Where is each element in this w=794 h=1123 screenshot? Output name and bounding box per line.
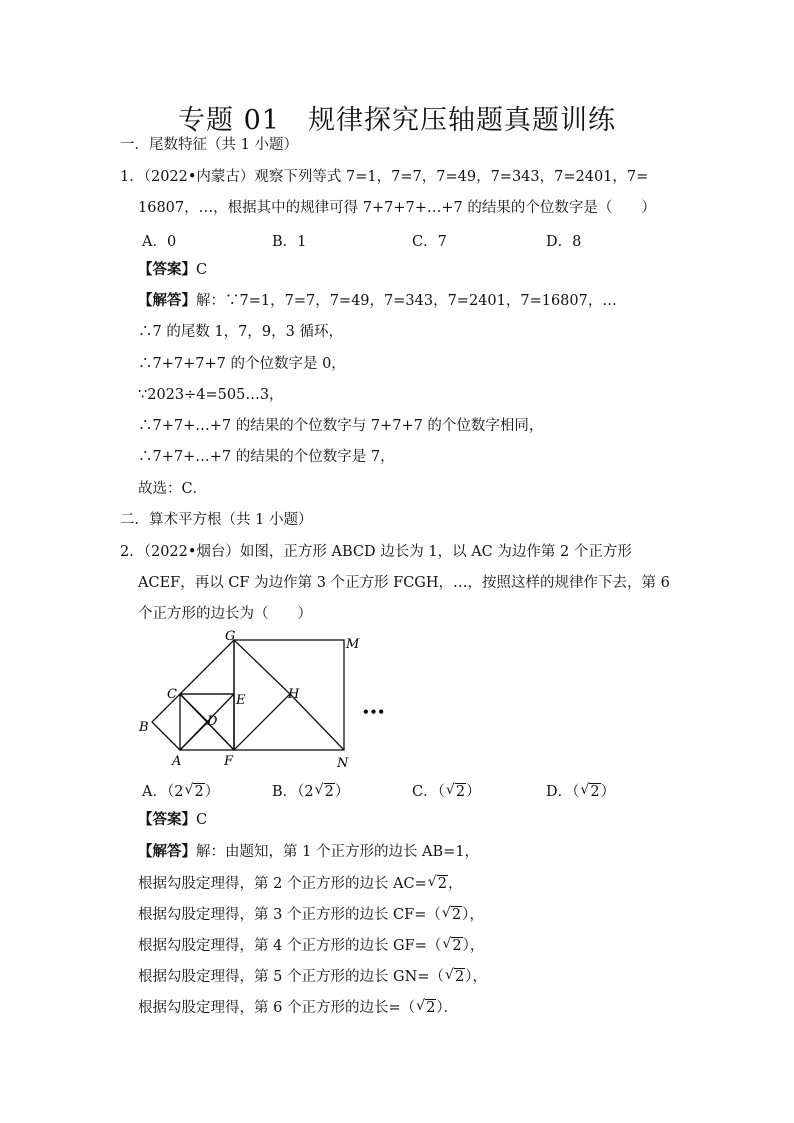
paren-close: ， <box>448 876 463 892</box>
q2-stem-line1: 2．（2022•烟台）如图，正方形 ABCD 边长为 1，以 AC 为边作第 2 个正方形 <box>120 544 632 560</box>
q1-option-b: B．1 <box>272 234 307 250</box>
q2-option-b <box>272 780 349 801</box>
radicand: 2 <box>451 907 462 923</box>
q1-solution-line: ∵2023÷4=505…3， <box>138 387 284 403</box>
label-h: H <box>288 687 300 702</box>
sqrt-symbol: √ 2 <box>416 998 436 1016</box>
paren-close: ）． <box>436 1000 459 1016</box>
solution-text: 解：∵7=1，7=7，7=49，7=343，7=2401，7=16807，… <box>196 293 617 309</box>
answer-value: C <box>196 812 208 828</box>
q1-solution-line: ∴7+7+…+7 的结果的个位数字与 7+7+7 的个位数字相同， <box>138 418 544 434</box>
solution-label: 【解答】 <box>138 843 196 860</box>
q2-solution-line <box>138 905 484 925</box>
q1-answer <box>138 260 207 280</box>
paren-close: ）， <box>465 969 487 985</box>
solution-label: 【解答】 <box>138 292 196 309</box>
q2-option-a <box>142 780 219 801</box>
section-heading-1: 一．尾数特征（共 1 小题） <box>120 137 298 153</box>
option-post: ） <box>334 784 350 800</box>
option-letter: D． <box>546 784 573 800</box>
q2-option-d <box>546 780 615 801</box>
q1-solution-line: 故选：C． <box>138 481 208 497</box>
label-e: E <box>236 693 246 708</box>
option-post: ） <box>204 784 220 800</box>
option-pre: （ <box>572 784 580 800</box>
sqrt-symbol: √ 2 <box>184 782 204 800</box>
sqrt-symbol: √ 2 <box>442 936 462 954</box>
q2-solution-line <box>138 874 463 894</box>
radicand: 2 <box>590 784 600 800</box>
q2-option-c <box>412 780 481 801</box>
solution-text: 根据勾股定理得，第 2 个正方形的边长 AC= <box>138 876 427 892</box>
label-m: M <box>346 637 360 652</box>
q2-solution-line <box>138 936 484 956</box>
solution-text: 根据勾股定理得，第 4 个正方形的边长 GF= <box>138 938 427 954</box>
q2-stem-line3: 个正方形的边长为（ ） <box>138 606 312 622</box>
label-c: C <box>167 687 177 702</box>
paren-open: （ <box>400 1000 416 1016</box>
option-letter: B． <box>272 784 298 800</box>
section-heading-2: 二．算术平方根（共 1 小题） <box>120 512 313 528</box>
q2-solution-line <box>138 998 458 1018</box>
solution-text: 根据勾股定理得，第 3 个正方形的边长 CF= <box>138 907 427 923</box>
option-letter: A． <box>142 784 167 800</box>
geometry-figure <box>130 628 390 772</box>
answer-label: 【答案】 <box>138 811 196 828</box>
sqrt-symbol: √ 2 <box>441 905 462 923</box>
q1-option-d: D．8 <box>546 234 582 250</box>
option-letter: C． <box>412 784 438 800</box>
sqrt-symbol: √ 2 <box>445 782 466 800</box>
q1-solution-line: ∴7+7+7+7 的个位数字是 0， <box>138 356 346 372</box>
option-post: ） <box>466 784 481 800</box>
paren-open: （ <box>426 907 441 923</box>
radicand: 2 <box>454 969 465 985</box>
q1-solution-line <box>138 291 617 311</box>
segment-hn <box>290 694 344 750</box>
option-post: ） <box>600 784 616 800</box>
paren-close: ）， <box>462 938 485 954</box>
radicand: 2 <box>455 784 466 800</box>
radicand: 2 <box>452 938 462 954</box>
radicand: 2 <box>324 784 334 800</box>
label-d: D <box>207 714 218 729</box>
q1-solution-line: ∴7 的尾数 1，7，9，3 循环， <box>138 324 343 340</box>
label-b: B <box>139 720 149 735</box>
option-pre: （2 <box>297 784 314 800</box>
q1-stem-line2: 16807，…，根据其中的规律可得 7+7+7+…+7 的结果的个位数字是（ ） <box>138 200 656 216</box>
q1-stem-line1: 1．（2022•内蒙古）观察下列等式 7=1，7=7，7=49，7=343，7=2401，7= <box>120 169 649 185</box>
q1-solution-line: ∴7+7+…+7 的结果的个位数字是 7， <box>138 449 395 465</box>
answer-label: 【答案】 <box>138 261 196 278</box>
radicand: 2 <box>194 784 204 800</box>
option-pre: （ <box>437 784 445 800</box>
solution-text: 根据勾股定理得，第 5 个正方形的边长 GN= <box>138 969 430 985</box>
sqrt-symbol: √ 2 <box>444 967 465 985</box>
solution-text: 解：由题知，第 1 个正方形的边长 AB=1， <box>196 844 480 860</box>
answer-value: C <box>196 262 208 278</box>
label-a: A <box>172 754 182 769</box>
radicand: 2 <box>426 1000 436 1016</box>
sqrt-symbol: √ 2 <box>314 782 334 800</box>
q1-option-c: C．7 <box>412 234 447 250</box>
sqrt-symbol: √ 2 <box>427 874 448 892</box>
paren-open: （ <box>426 938 442 954</box>
continuation-dots: ••• <box>362 705 386 719</box>
label-f: F <box>224 754 234 769</box>
label-g: G <box>225 629 236 644</box>
label-n: N <box>337 756 349 771</box>
solution-text: 根据勾股定理得，第 6 个正方形的边长= <box>138 1000 401 1016</box>
q2-answer <box>138 810 207 830</box>
radicand: 2 <box>437 876 448 892</box>
page-title: 专题 01 规律探究压轴题真题训练 <box>178 105 616 136</box>
paren-close: ）， <box>462 907 484 923</box>
q2-solution-line <box>138 967 487 987</box>
q2-solution-line <box>138 842 479 862</box>
option-pre: （2 <box>166 784 184 800</box>
q1-option-a: A．0 <box>142 234 177 250</box>
q2-stem-line2: ACEF，再以 CF 为边作第 3 个正方形 FCGH，…，按照这样的规律作下去，第 6 <box>138 575 670 591</box>
paren-open: （ <box>429 969 444 985</box>
sqrt-symbol: √ 2 <box>580 782 600 800</box>
